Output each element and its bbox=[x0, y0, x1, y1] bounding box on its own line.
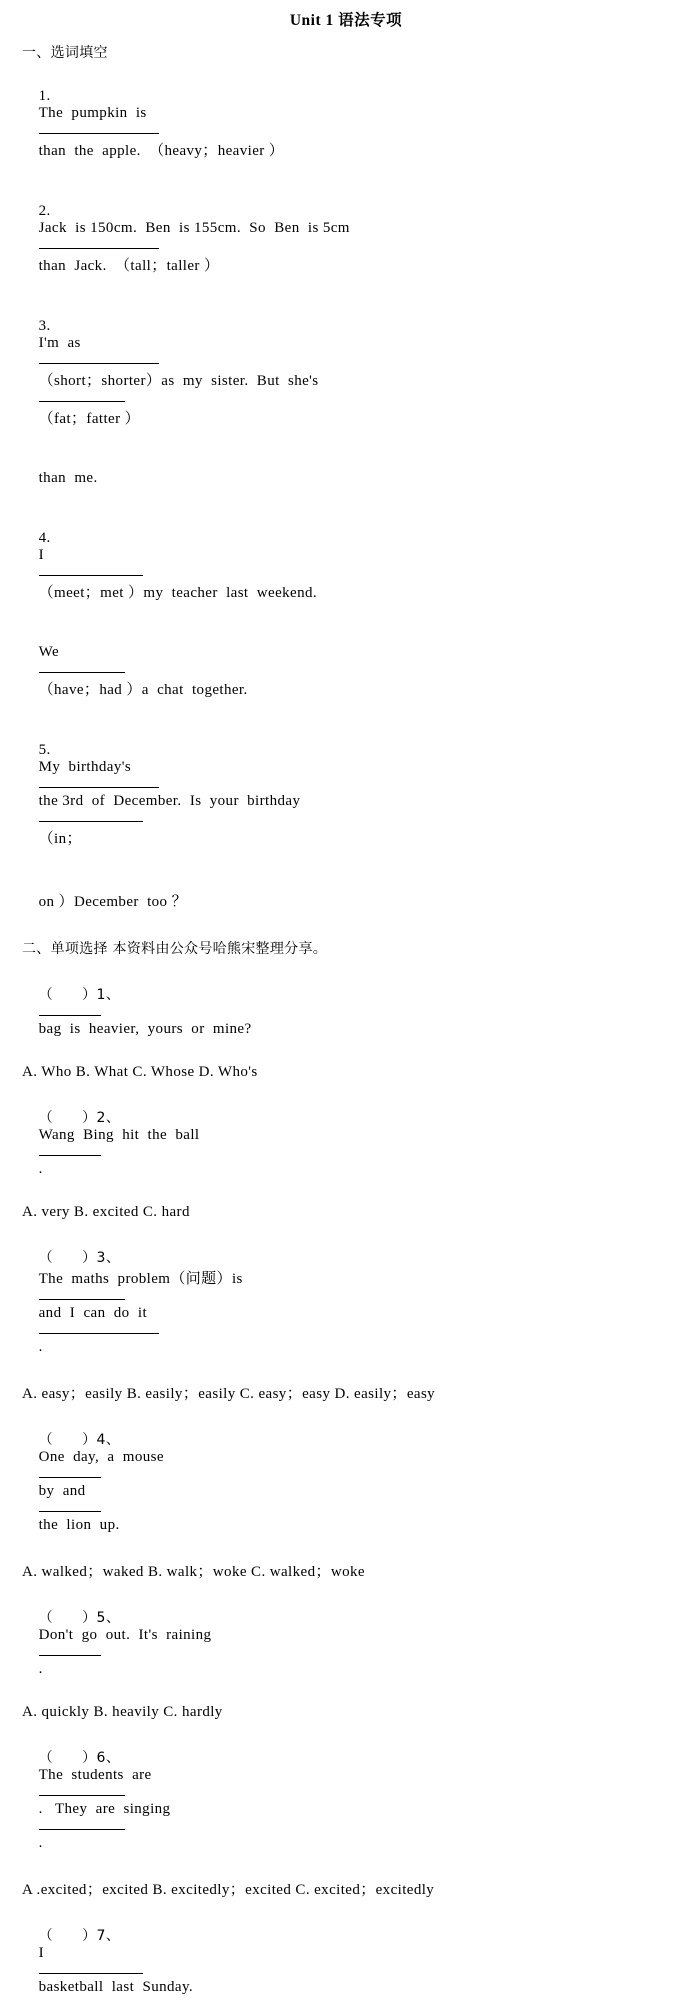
question-1-blank[interactable] bbox=[39, 1015, 101, 1016]
question-6-stem-mid: . They are singing bbox=[38, 1801, 171, 1817]
question-2-blank[interactable] bbox=[39, 1155, 101, 1156]
section-heading-1: 一、选词填空 bbox=[22, 45, 108, 61]
question-7-prefix[interactable]: （ ）7、 bbox=[38, 1928, 121, 1944]
question-2-stem: Wang Bing hit the ball bbox=[38, 1127, 200, 1143]
item-3-text-a: I'm as bbox=[38, 335, 81, 351]
question-4-blank-1[interactable] bbox=[39, 1477, 101, 1478]
document-page bbox=[0, 8, 692, 1995]
question-1-prefix[interactable]: （ ）1、 bbox=[38, 987, 121, 1003]
item-3-text-d: than me. bbox=[38, 470, 98, 486]
question-4-stem-suffix: the lion up. bbox=[38, 1517, 120, 1533]
question-5-stem-suffix: . bbox=[38, 1661, 43, 1677]
item-5-text-a: My birthday's bbox=[38, 759, 132, 775]
question-3-stem: The maths problem（问题）is bbox=[38, 1271, 243, 1287]
question-3-blank-2[interactable] bbox=[39, 1333, 159, 1334]
item-2-text-b: than Jack. （tall；taller ） bbox=[38, 258, 220, 274]
item-4-text-c: We bbox=[38, 644, 60, 660]
question-6-options[interactable]: A .excited；excited B. excitedly；excited C. excited；excitedly bbox=[22, 1882, 435, 1898]
question-3-blank-1[interactable] bbox=[39, 1299, 125, 1300]
item-5-number: 5. bbox=[38, 742, 51, 758]
choice-question-4 bbox=[22, 1412, 692, 1551]
choice-question-3 bbox=[22, 1230, 692, 1373]
item-4-number: 4. bbox=[38, 530, 51, 546]
question-1-options[interactable]: A. Who B. What C. Whose D. Who's bbox=[22, 1064, 258, 1080]
question-2-options[interactable]: A. very B. excited C. hard bbox=[22, 1204, 190, 1220]
choice-question-2 bbox=[22, 1090, 692, 1195]
item-1-text-a: The pumpkin is bbox=[38, 105, 147, 121]
question-7-stem: I bbox=[38, 1945, 45, 1961]
fill-blank-item-3-cont bbox=[22, 453, 692, 504]
question-4-stem: One day, a mouse bbox=[38, 1449, 164, 1465]
item-4-blank-2[interactable] bbox=[39, 672, 125, 673]
question-6-prefix[interactable]: （ ）6、 bbox=[38, 1750, 121, 1766]
section-heading-2: 二、单项选择 本资料由公众号哈熊宋整理分享。 bbox=[22, 941, 328, 957]
fill-blank-item-4-cont bbox=[22, 627, 692, 716]
item-4-blank[interactable] bbox=[39, 575, 143, 576]
question-5-options[interactable]: A. quickly B. heavily C. hardly bbox=[22, 1704, 223, 1720]
item-5-text-d: on ）December too ？ bbox=[38, 894, 188, 910]
question-2-prefix[interactable]: （ ）2、 bbox=[38, 1110, 121, 1126]
question-4-options[interactable]: A. walked；waked B. walk；woke C. walked；woke bbox=[22, 1564, 365, 1580]
item-5-text-b: the 3rd of December. Is your birthday bbox=[38, 793, 301, 809]
question-3-options[interactable]: A. easy；easily B. easily；easily C. easy；easy D. easily；easy bbox=[22, 1386, 436, 1402]
item-2-number: 2. bbox=[38, 203, 51, 219]
choice-question-6 bbox=[22, 1730, 692, 1869]
question-5-prefix[interactable]: （ ）5、 bbox=[38, 1610, 121, 1626]
item-4-text-a: I bbox=[38, 547, 45, 563]
question-5-stem: Don't go out. It's raining bbox=[38, 1627, 212, 1643]
item-5-text-c: （in； bbox=[38, 831, 82, 847]
item-5-blank-2[interactable] bbox=[39, 821, 143, 822]
item-1-blank[interactable] bbox=[39, 133, 159, 134]
question-3-prefix[interactable]: （ ）3、 bbox=[38, 1250, 121, 1266]
question-7-stem-suffix: basketball last Sunday. bbox=[38, 1979, 194, 1995]
item-3-blank-1[interactable] bbox=[39, 363, 159, 364]
question-7-blank[interactable] bbox=[39, 1973, 143, 1974]
item-1-text-b: than the apple. （heavy；heavier ） bbox=[38, 143, 285, 159]
question-5-blank[interactable] bbox=[39, 1655, 101, 1656]
question-3-stem-suffix: . bbox=[38, 1339, 43, 1355]
item-3-number: 3. bbox=[38, 318, 51, 334]
item-4-text-d: （have；had ）a chat together. bbox=[38, 682, 248, 698]
item-1-number: 1. bbox=[38, 88, 51, 104]
fill-blank-item-3 bbox=[22, 301, 692, 445]
question-3-stem-mid: and I can do it bbox=[38, 1305, 148, 1321]
question-1-stem: bag is heavier, yours or mine? bbox=[38, 1021, 252, 1037]
item-3-text-c: （fat；fatter ） bbox=[38, 411, 141, 427]
fill-blank-item-4 bbox=[22, 513, 692, 619]
question-6-stem: The students are bbox=[38, 1767, 152, 1783]
fill-blank-item-2 bbox=[22, 186, 692, 292]
fill-blank-item-5-cont bbox=[22, 873, 692, 928]
page-title: Unit 1 语法专项 bbox=[289, 12, 403, 29]
question-2-stem-suffix: . bbox=[38, 1161, 43, 1177]
item-3-text-b: （short；shorter）as my sister. But she's bbox=[38, 373, 319, 389]
question-4-stem-mid: by and bbox=[38, 1483, 86, 1499]
choice-question-5 bbox=[22, 1590, 692, 1695]
choice-question-1 bbox=[22, 967, 692, 1055]
question-4-blank-2[interactable] bbox=[39, 1511, 101, 1512]
question-4-prefix[interactable]: （ ）4、 bbox=[38, 1432, 121, 1448]
item-5-blank-1[interactable] bbox=[39, 787, 159, 788]
item-2-text-a: Jack is 150cm. Ben is 155cm. So Ben is 5cm bbox=[38, 220, 350, 236]
fill-blank-item-1 bbox=[22, 71, 692, 177]
item-3-blank-2[interactable] bbox=[39, 401, 125, 402]
question-6-stem-suffix: . bbox=[38, 1835, 43, 1851]
item-2-blank[interactable] bbox=[39, 248, 159, 249]
item-4-text-b: （meet；met ）my teacher last weekend. bbox=[38, 585, 318, 601]
question-6-blank-1[interactable] bbox=[39, 1795, 125, 1796]
fill-blank-item-5 bbox=[22, 725, 692, 865]
choice-question-7 bbox=[22, 1908, 692, 2013]
question-6-blank-2[interactable] bbox=[39, 1829, 125, 1830]
